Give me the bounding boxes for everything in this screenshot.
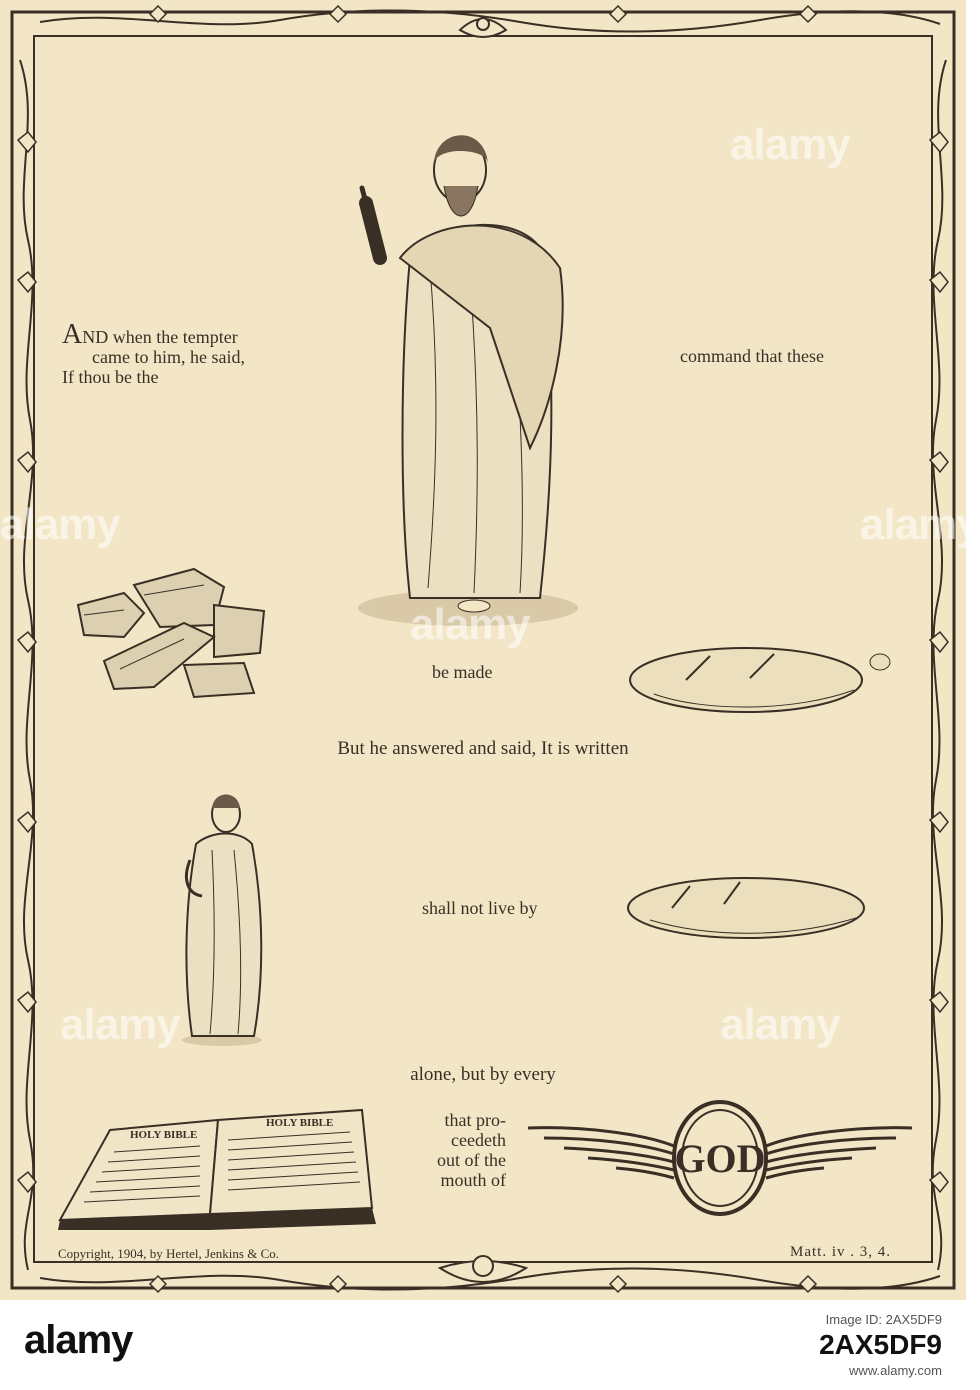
stones-illustration [64,565,284,705]
stock-site: www.alamy.com [849,1363,942,1378]
bible-label-left: HOLY BIBLE [130,1129,198,1141]
watermark: alamy [410,600,530,649]
bread-loaf-illustration [620,868,910,948]
verse-answered: But he answered and said, It is written [337,738,629,759]
stock-image-id [819,1312,942,1378]
stock-id-code: 2AX5DF9 [819,1329,942,1360]
copyright-notice: Copyright, 1904, by Hertel, Jenkins & Co. [58,1246,279,1261]
emblem-word: GOD [674,1136,766,1181]
bread-loaf-illustration [624,632,904,720]
watermark: alamy [720,1000,840,1049]
verse-line-1: ND when the tempter [82,327,238,347]
bible-label-right: HOLY BIBLE [266,1117,334,1129]
stock-logo: alamy [24,1318,133,1362]
verse-alone: alone, but by every [410,1064,556,1085]
watermark: alamy [60,1000,180,1049]
christ-side-figure-illustration [172,790,272,1050]
christ-figure-illustration [340,108,590,668]
proceedeth-line-1: that pro- [444,1110,506,1130]
verse-line-2: came to him, he said, [92,347,245,367]
watermark: alamy [730,120,850,169]
open-bible-illustration [50,1090,380,1230]
stock-id-caption: Image ID: 2AX5DF9 [825,1312,942,1327]
verse-proceedeth [394,1110,506,1190]
drop-cap: A [62,319,83,350]
verse-be-made: be made [432,662,493,682]
winged-god-emblem [524,1098,916,1218]
watermark: alamy [860,500,980,549]
verse-line-3: If thou be the [62,367,159,387]
proceedeth-line-3: out of the [437,1150,506,1170]
verse-intro [62,319,245,387]
proceedeth-line-2: ceedeth [451,1130,506,1150]
watermark: alamy [0,500,120,549]
verse-command: command that these [680,346,824,366]
proceedeth-line-4: mouth of [440,1170,506,1190]
verse-shall-not: shall not live by [422,898,538,918]
scripture-reference: Matt. iv . 3, 4. [790,1244,891,1260]
